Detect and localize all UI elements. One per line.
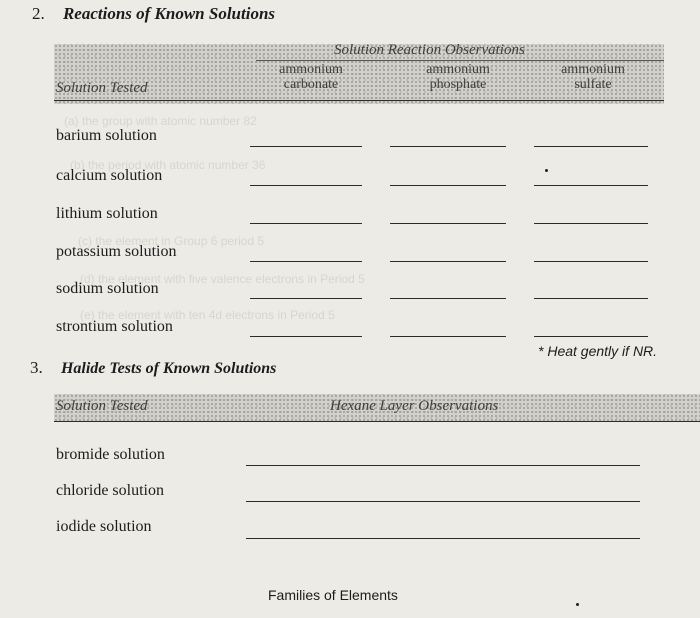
solution-tested-header: Solution Tested [56, 80, 148, 96]
answer-blank[interactable] [534, 336, 648, 337]
show-through-text: (a) the group with atomic number 82 [64, 114, 257, 128]
halide-solution-tested-header: Solution Tested [56, 398, 148, 414]
column-header-carbonate [266, 62, 356, 92]
row-label-barium: barium solution [56, 127, 157, 144]
column-header-line: ammonium [561, 62, 625, 77]
show-through-text: (d) the element with five valence electrons in Period 5 [80, 272, 365, 286]
answer-blank[interactable] [390, 185, 506, 186]
column-header-line: sulfate [574, 77, 612, 92]
row-label-sodium: sodium solution [56, 280, 159, 297]
header-bottom-rule [54, 100, 664, 101]
answer-blank[interactable] [390, 261, 506, 262]
show-through-text: (b) the period with atomic number 36 [70, 158, 266, 172]
answer-blank[interactable] [250, 185, 362, 186]
show-through-text: (c) the element in Group 6 period 5 [78, 234, 265, 248]
hexane-layer-header: Hexane Layer Observations [330, 398, 499, 414]
answer-blank[interactable] [390, 146, 506, 147]
section-2-title: Reactions of Known Solutions [62, 4, 276, 23]
row-label-calcium: calcium solution [56, 167, 163, 184]
row-label-strontium: strontium solution [56, 318, 173, 335]
answer-blank[interactable] [390, 336, 506, 337]
answer-blank[interactable] [250, 146, 362, 147]
column-header-line: carbonate [283, 77, 339, 92]
pen-mark [576, 603, 579, 606]
show-through-text: (e) the element with ten 4d electrons in Period 5 [80, 308, 335, 322]
row-label-lithium: lithium solution [56, 205, 158, 222]
pen-mark [545, 169, 548, 172]
column-header-line: ammonium [426, 62, 490, 77]
answer-blank[interactable] [390, 298, 506, 299]
row-label-bromide: bromide solution [56, 446, 165, 463]
group-header: Solution Reaction Observations [334, 42, 525, 58]
answer-blank[interactable] [534, 185, 648, 186]
answer-blank[interactable] [250, 298, 362, 299]
answer-blank[interactable] [246, 538, 640, 539]
section-3-title: Halide Tests of Known Solutions [60, 360, 277, 377]
group-header-rule [256, 60, 664, 61]
section-2-heading [32, 4, 275, 24]
answer-blank[interactable] [390, 223, 506, 224]
answer-blank[interactable] [534, 298, 648, 299]
section-3-heading [30, 358, 276, 378]
column-header-phosphate [410, 62, 506, 92]
heat-gently-note: * Heat gently if NR. [538, 343, 658, 359]
answer-blank[interactable] [250, 223, 362, 224]
answer-blank[interactable] [246, 501, 640, 502]
row-label-iodide: iodide solution [56, 518, 152, 535]
section-2-number: 2. [32, 4, 45, 23]
row-label-chloride: chloride solution [56, 482, 164, 499]
column-header-line: ammonium [279, 62, 343, 77]
section-3-number: 3. [30, 358, 43, 377]
answer-blank[interactable] [250, 336, 362, 337]
answer-blank[interactable] [534, 146, 648, 147]
column-header-sulfate [548, 62, 638, 92]
answer-blank[interactable] [246, 465, 640, 466]
answer-blank[interactable] [250, 261, 362, 262]
page-footer: Families of Elements [268, 587, 398, 603]
row-label-potassium: potassium solution [56, 243, 177, 260]
answer-blank[interactable] [534, 261, 648, 262]
halide-header-rule [54, 421, 700, 422]
answer-blank[interactable] [534, 223, 648, 224]
column-header-line: phosphate [429, 77, 487, 92]
